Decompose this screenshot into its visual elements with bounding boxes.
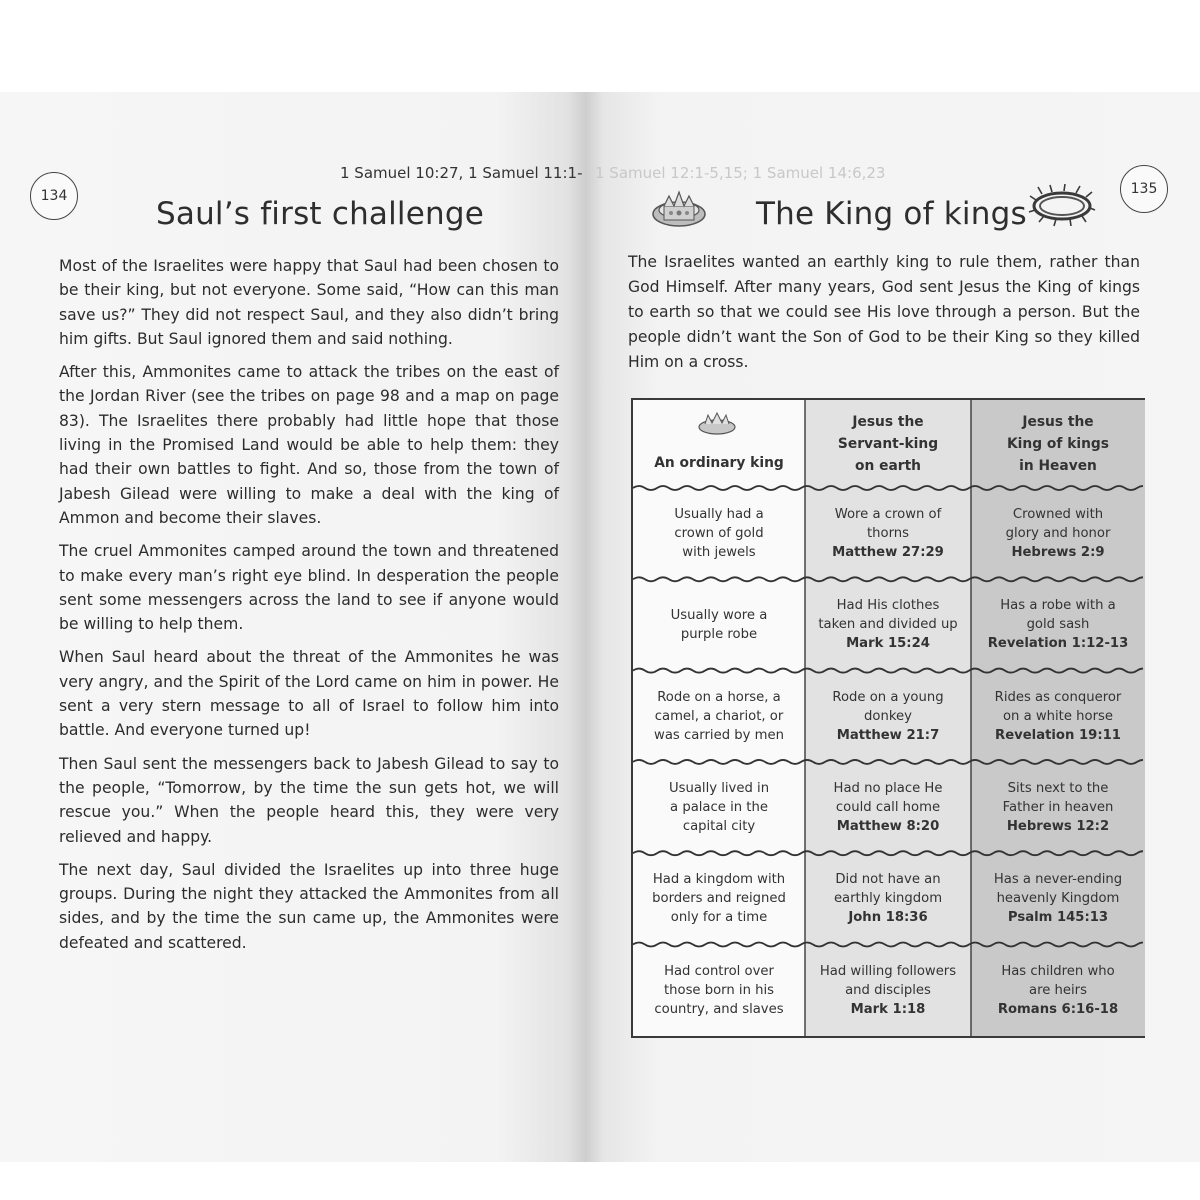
cell-line: Had no place He: [833, 781, 943, 797]
cell-line: Has a never-ending: [993, 872, 1123, 888]
table-cell: [633, 671, 805, 762]
table-cell: [633, 488, 805, 579]
table-cell: [971, 853, 1145, 944]
cell-line: on a white horse: [1002, 708, 1113, 724]
scripture-reference: Matthew 21:7: [836, 727, 940, 743]
cell-line: crown of gold: [674, 526, 764, 542]
cell-line: Rode on a young: [832, 689, 944, 705]
cell-line: could call home: [835, 800, 941, 816]
table-cell: [805, 853, 971, 944]
scripture-reference: John 18:36: [848, 910, 928, 926]
cell-line: Rode on a horse, a: [657, 689, 781, 705]
cell-line: thorns: [866, 526, 909, 542]
open-book: [0, 92, 1200, 1162]
cell-line: purple robe: [680, 626, 758, 642]
header-ordinary-king: An ordinary king: [654, 455, 784, 471]
header-servant-king: Jesus the Servant-king on earth: [837, 414, 939, 474]
cell-line: Had a kingdom with: [652, 872, 786, 888]
header-king-of-kings: Jesus the King of kings in Heaven: [1006, 414, 1110, 474]
cell-line: gold sash: [1026, 617, 1090, 633]
body-paragraph: After this, Ammonites came to attack the tribes on the east of the Jordan River (see the tribes on page 98 and a map on page 83). The Israelites there probably had little hope that those living in the Promised Land would be able to help them: they had their own battles to fight. And so, those from the town of Jabesh Gilead were willing to make a deal with the king of Ammon and become their slaves.: [59, 363, 559, 527]
scripture-reference: Mark 1:18: [850, 1001, 926, 1017]
table-cell: [971, 762, 1145, 853]
scripture-reference: Revelation 1:12-13: [987, 636, 1129, 652]
table-cell: [805, 762, 971, 853]
table-cell: [633, 945, 805, 1036]
cell-line: only for a time: [670, 910, 768, 926]
cell-line: Usually had a: [674, 507, 764, 523]
body-paragraph: The next day, Saul divided the Israelites up into three huge groups. During the night they attacked the Ammonites from all sides, and by the time the sun came up, the Ammonites were defeated and scattered.: [59, 860, 559, 952]
scripture-reference: Romans 6:16-18: [997, 1001, 1119, 1017]
crown-of-thorns-icon: [1028, 184, 1096, 228]
page-title-left: Saul’s first challenge: [156, 196, 485, 232]
table-cell: [971, 579, 1145, 670]
cell-line: Wore a crown of: [834, 507, 942, 523]
cell-line: a palace in the: [670, 800, 768, 816]
cell-line: Had His clothes: [836, 598, 940, 614]
scripture-reference: Matthew 27:29: [832, 545, 944, 561]
cell-line: those born in his: [663, 982, 775, 998]
intro-paragraph: The Israelites wanted an earthly king to rule them, rather than God Himself. After many years, God sent Jesus the King of kings to earth so that we could see His love through a person. But the people didn’t want the Son of God to be their King so they killed Him on a cross.: [628, 253, 1140, 371]
cell-line: earthly kingdom: [833, 891, 943, 907]
cell-line: Usually lived in: [668, 781, 770, 797]
table-cell: [971, 488, 1145, 579]
page-number-left: 134: [30, 172, 78, 220]
cell-line: country, and slaves: [654, 1001, 784, 1017]
scripture-reference: Hebrews 2:9: [1011, 545, 1105, 561]
cell-line: was carried by men: [654, 727, 784, 743]
cell-line: Father in heaven: [1002, 800, 1114, 816]
body-paragraph: The cruel Ammonites camped around the town and threatened to make every man’s right eye blind. In desperation the people sent some messengers across the land to see if anyone would be willing to help them.: [59, 542, 559, 634]
page-number-right: 135: [1120, 165, 1168, 213]
running-head-left: 1 Samuel 10:27, 1 Samuel 11:1-: [340, 164, 583, 182]
table-cell: [633, 853, 805, 944]
body-paragraph: Most of the Israelites were happy that Saul had been chosen to be their king, but not everyone. Some said, “How can this man save us?” They did not respect Saul, and they also didn’t bring him gifts. But Saul ignored them and said nothing.: [59, 257, 559, 348]
page-title-right: The King of kings: [756, 196, 1027, 232]
body-paragraph: When Saul heard about the threat of the Ammonites he was very angry, and the Spirit of the Lord came on him in power. He sent a very stern message to all of Israel to follow him into battle. And everyone turned up!: [59, 648, 559, 740]
scripture-reference: Psalm 145:13: [1007, 910, 1109, 926]
cell-line: Had control over: [664, 963, 774, 979]
cell-line: capital city: [682, 819, 756, 835]
cell-line: with jewels: [682, 545, 756, 561]
cell-line: taken and divided up: [818, 617, 958, 633]
cell-line: are heirs: [1029, 982, 1087, 998]
body-paragraph: Then Saul sent the messengers back to Jabesh Gilead to say to the people, “Tomorrow, by the time the sun gets hot, we will rescue you.” When the people heard this, they were very relieved and happy.: [59, 754, 559, 846]
scripture-reference: Revelation 19:11: [995, 727, 1121, 743]
left-body-text: [59, 254, 559, 964]
table-cell: [805, 671, 971, 762]
kings-comparison-table: [631, 398, 1145, 1038]
cell-line: Has a robe with a: [1000, 598, 1116, 614]
cell-line: camel, a chariot, or: [654, 708, 784, 724]
cell-line: and disciples: [845, 982, 931, 998]
cell-line: glory and honor: [1005, 526, 1111, 542]
scripture-reference: Hebrews 12:2: [1006, 819, 1110, 835]
cell-line: Usually wore a: [670, 607, 768, 623]
cell-line: Rides as conqueror: [994, 689, 1122, 705]
table-cell: [971, 945, 1145, 1036]
running-head-right: 1 Samuel 12:1-5,15; 1 Samuel 14:6,23: [595, 164, 886, 182]
crown-icon: [650, 184, 708, 232]
table-cell: [805, 945, 971, 1036]
table-cell: [805, 488, 971, 579]
cell-line: Sits next to the: [1007, 781, 1109, 797]
cell-line: Had willing followers: [819, 963, 957, 979]
scripture-reference: Matthew 8:20: [836, 819, 940, 835]
table-cell: [971, 671, 1145, 762]
cell-line: Crowned with: [1012, 507, 1104, 523]
cell-line: heavenly Kingdom: [996, 891, 1120, 907]
cell-line: borders and reigned: [652, 891, 786, 907]
cell-line: donkey: [864, 708, 912, 724]
scripture-reference: Mark 15:24: [846, 636, 930, 652]
left-page: [0, 92, 585, 1162]
table-cell: [633, 579, 805, 670]
cell-line: Did not have an: [835, 872, 941, 888]
cell-line: Has children who: [1001, 963, 1115, 979]
table-cell: [805, 579, 971, 670]
table-cell: [633, 762, 805, 853]
